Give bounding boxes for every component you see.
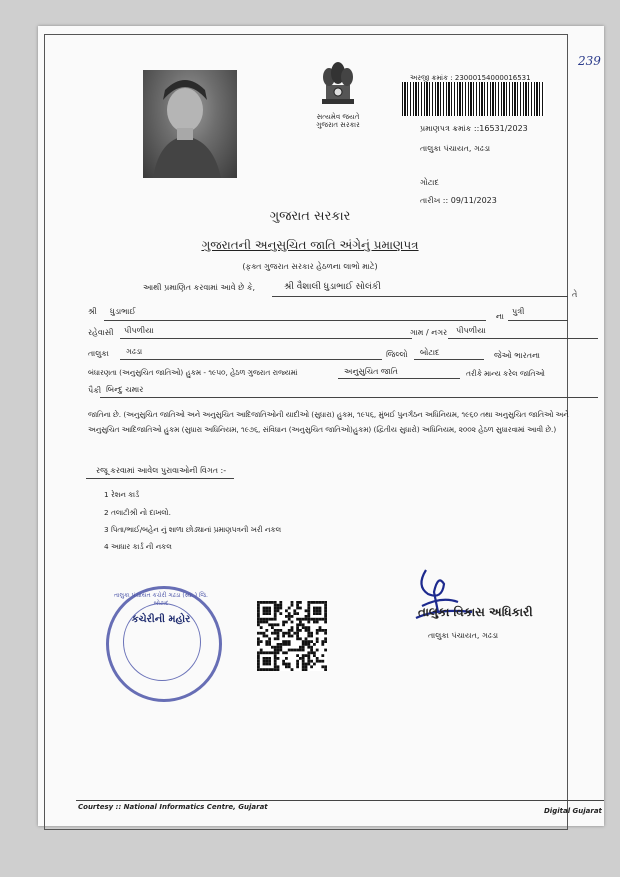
category-value: અનુસુચિત જાતિ (344, 367, 398, 376)
father-name: ધુડાભાઈ (110, 307, 136, 316)
document-item: 1 રેશન કાર્ડ (104, 490, 140, 499)
seal-ring-text: તાલુકા પંચાયત કચેરી ગઢડા (સ્વા.) જિ. બોટાદ (114, 592, 208, 607)
signatory-office: તાલુકા પંચાયત, ગઢડા (428, 631, 499, 640)
legal-paragraph: જાતિના છે. (અનુસુચિત જાતિઓ અને અનુસુચિત આદિજાતિઓની યાદીઓ (સુધારા) હુકમ, ૧૯૫૬, મુંબઈ પુનર્ગઠન અધિનિયમ, ૧૯૬૦ તથા અનુસુચિત જાતિઓ અને અનુસુચિત આદિજાતિઓ હુકમ (સુધારા અધિનિયમ, ૧૯૭૬, સંવિધાન (અનુસુચિત જાતિઓ)હુકમ) (દ્વિતીય સુધારો) અધિનિયમ, ૨૦૦૨ હેઠળ સુધારવામાં આવી છે.) (88, 410, 569, 434)
caste-prefix: પૈકી (88, 386, 102, 395)
village-value: પીપળીયા (456, 326, 486, 335)
barcode (402, 82, 545, 116)
document-item: 4 આધાર કાર્ડ ની નકલ (104, 542, 172, 551)
certificate-number: પ્રમાણપત્ર ક્રમાંક ::16531/2023 (420, 124, 528, 133)
document-item: 2 તલાટીશ્રી નો દાખલો. (104, 508, 171, 517)
signature-mark (398, 566, 478, 632)
district-label: જિલ્લો (386, 350, 408, 359)
order-text: બંધારણતા (અનુસુચિત જાતિઓ) હુકમ - ૧૯૫૦, હેઠળ ગુજરાત રાજ્યમાં (88, 368, 298, 377)
certificate-title: ગુજરાતની અનુસુચિત જાતિ અંગેનું પ્રમાણપત્ર (201, 238, 419, 252)
national-emblem-icon (312, 57, 364, 113)
barcode-text: અરજી ક્રમાંક : 23000154000016531 (410, 74, 531, 82)
government-heading: ગુજરાત સરકાર (269, 209, 351, 224)
place: ગોટાદ (420, 178, 439, 187)
resident-value: પીપળીયા (124, 326, 154, 335)
applicant-photo (143, 70, 237, 178)
signatory-designation: તાલુકા વિકાસ અધિકારી (418, 605, 533, 619)
footer-courtesy: Courtesy :: National Informatics Centre, Gujarat (78, 803, 268, 811)
village-label: ગામ / નગર (410, 328, 448, 337)
page-number: 239 (578, 54, 601, 68)
footer-brand: Digital Gujarat (544, 807, 602, 815)
holder-name: શ્રી વૈશાલી ધુડાભાઈ સોલંકી (284, 282, 381, 292)
taluka-value: ગઢડા (126, 347, 143, 356)
relation-value: પુત્રી (512, 307, 525, 316)
district-value: બોટાદ (420, 348, 440, 357)
document-item: 3 પિતા/ભાઈ/બહેન નું શાળા છોડ્યાનાં પ્રમાણપત્રની ખરી નકલ (104, 525, 281, 534)
relation-label: ના (496, 312, 504, 321)
recognized-text: તરીકે માન્ય કરેલ જાતિઓ (466, 369, 545, 378)
shri-label: શ્રી (88, 307, 97, 316)
certify-prefix: આથી પ્રમાણિત કરવામાં આવે છે કે, (143, 283, 256, 292)
taluka-label: તાલુકા (88, 349, 109, 358)
seal-center-text: કચેરીની મહોર (131, 614, 191, 625)
documents-heading: રજૂ કરવામાં આવેલ પુરાવાઓની વિગત :- (96, 466, 227, 475)
issuing-office: તાલુકા પંચાયત, ગઢડા (420, 144, 491, 153)
certificate-subtitle: (ફક્ત ગુજરાત સરકાર હેઠળના લાભો માટે) (242, 262, 378, 271)
caste-value: બિન્દુ ચમાર (106, 385, 144, 394)
issue-date: તારીખ :: 09/11/2023 (420, 196, 497, 205)
te-suffix: તે (572, 290, 578, 299)
india-text: જેઓ ભારતના (494, 351, 541, 360)
qr-code (257, 601, 327, 671)
resident-label: રહેવાસી (88, 328, 114, 337)
emblem-caption: સત્યમેવ જયતે ગુજરાત સરકાર (316, 113, 360, 129)
